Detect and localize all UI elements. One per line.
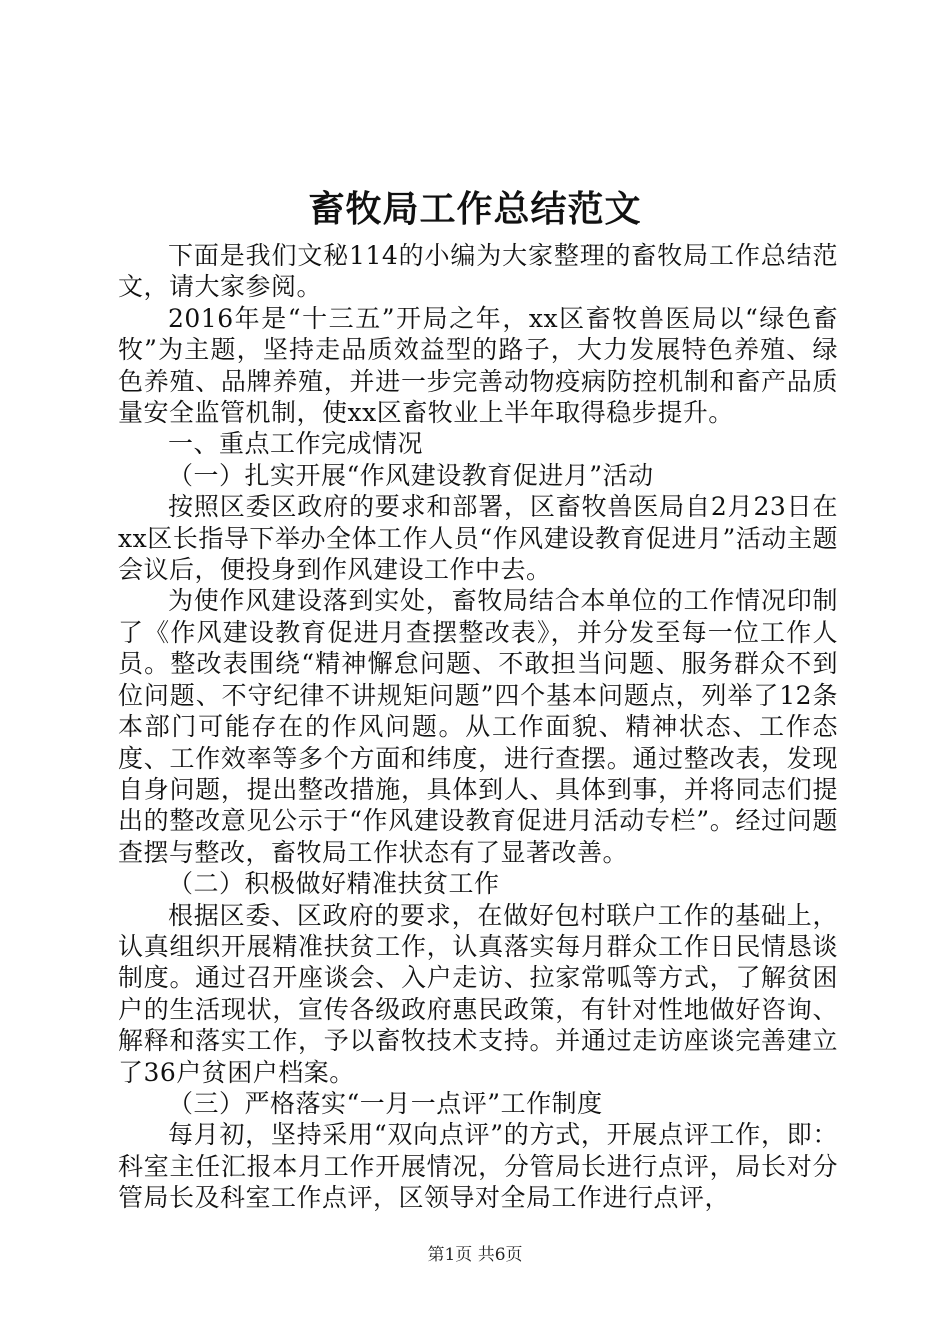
paragraph-overview: 2016年是“十三五”开局之年，xx区畜牧兽医局以“绿色畜牧”为主题，坚持走品质效益型的路子，大力发展特色养殖、绿色养殖、品牌养殖，并进一步完善动物疫病防控机制和畜产品质量安全监管机制，使xx区畜牧业上半年取得稳步提升。 [118,303,838,428]
section-heading-1: 一、重点工作完成情况 [168,429,424,459]
subsection-heading-1: （一）扎实开展“作风建设教育促进月”活动 [168,460,654,490]
paragraph: 每月初，坚持采用“双向点评”的方式，开展点评工作，即：科室主任汇报本月工作开展情况，分管局长进行点评，局长对分管局长及科室工作点评，区领导对全局工作进行点评， [118,1120,838,1213]
document-body [118,240,838,1214]
page-footer: 第1页 共6页 [427,1245,523,1265]
document-title: 畜牧局工作总结范文 [308,188,642,230]
subsection-heading-2: （二）积极做好精准扶贫工作 [168,869,500,899]
paragraph: 根据区委、区政府的要求，在做好包村联户工作的基础上，认真组织开展精准扶贫工作，认真落实每月群众工作日民情恳谈制度。通过召开座谈会、入户走访、拉家常呱等方式，了解贫困户的生活现状，宣传各级政府惠民政策，有针对性地做好咨询、解释和落实工作，予以畜牧技术支持。并通过走访座谈完善建立了36户贫困户档案。 [118,900,838,1087]
subsection-heading-3: （三）严格落实“一月一点评”工作制度 [168,1088,603,1118]
paragraph-intro: 下面是我们文秘114的小编为大家整理的畜牧局工作总结范文，请大家参阅。 [118,241,838,302]
paragraph: 按照区委区政府的要求和部署，区畜牧兽医局自2月23日在xx区长指导下举办全体工作人员“作风建设教育促进月”活动主题会议后，便投身到作风建设工作中去。 [118,492,838,585]
paragraph: 为使作风建设落到实处，畜牧局结合本单位的工作情况印制了《作风建设教育促进月查摆整改表》，并分发至每一位工作人员。整改表围绕“精神懈怠问题、不敢担当问题、服务群众不到位问题、不守纪律不讲规矩问题”四个基本问题点，列举了12条本部门可能存在的作风问题。从工作面貌、精神状态、工作态度、工作效率等多个方面和纬度，进行查摆。通过整改表，发现自身问题，提出整改措施，具体到人、具体到事，并将同志们提出的整改意见公示于“作风建设教育促进月活动专栏”。经过问题查摆与整改，畜牧局工作状态有了显著改善。 [118,586,838,867]
